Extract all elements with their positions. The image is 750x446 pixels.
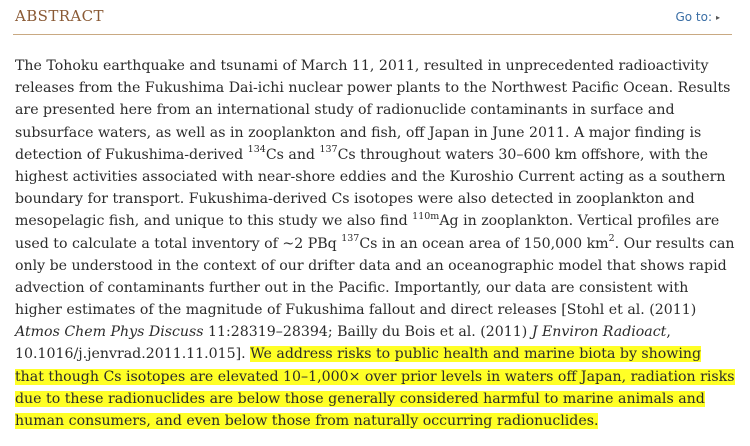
journal-name: Atmos Chem Phys Discuss — [15, 324, 204, 341]
abstract-line — [15, 321, 727, 343]
triangle-right-icon: ▸ — [715, 13, 720, 22]
abstract-text: releases from the Fukushima Dai-ichi nuclear power plants to the Northwest Pacific Ocean. Results — [15, 80, 731, 97]
abstract-line — [15, 166, 727, 188]
abstract-text: highest activities associated with near-shore eddies and the Kuroshio Current acting as a southern — [15, 168, 726, 185]
abstract-text: Cs and — [265, 146, 320, 163]
isotope-superscript: 137 — [341, 232, 360, 244]
abstract-line — [15, 99, 727, 121]
abstract-text: only be understood in the context of our drifter data and an oceanographic model that shows rapid — [15, 257, 727, 274]
abstract-text: mesopelagic fish, and unique to this study we also find — [15, 213, 413, 230]
abstract-line — [15, 255, 727, 277]
isotope-superscript: 110m — [412, 210, 440, 222]
abstract-line — [15, 55, 727, 77]
abstract-line — [15, 232, 735, 255]
abstract-line — [15, 122, 727, 144]
isotope-superscript: 2 — [608, 232, 615, 244]
highlighted-text: due to these radionuclides are below those generally considered harmful to marine animals and — [15, 390, 705, 407]
abstract-text: The Tohoku earthquake and tsunami of March 11, 2011, resulted in unprecedented radioactivity — [15, 58, 709, 74]
abstract-text: Ag in zooplankton. Vertical profiles are — [439, 213, 720, 230]
abstract-line — [15, 210, 727, 232]
section-header — [0, 0, 738, 42]
abstract-text: used to calculate a total inventory of ~2 PBq — [15, 235, 342, 252]
abstract-line — [15, 299, 727, 321]
goto-label: Go to: — [675, 10, 712, 24]
abstract-text: are presented here from an international study of radionuclide contaminants in surface and — [15, 102, 675, 119]
abstract-line — [15, 277, 727, 299]
abstract-body — [15, 55, 735, 432]
highlighted-text: that though Cs isotopes are elevated 10–1,000× over prior levels in waters off Japan, radiation risks — [15, 368, 735, 385]
abstract-text: boundary for transport. Fukushima-derived Cs isotopes were also detected in zooplankton and — [15, 191, 695, 208]
abstract-text: advection of contaminants further out in the Pacific. Importantly, our data are consistent with — [15, 279, 689, 296]
abstract-text: 10.1016/j.jenvrad.2011.11.015]. — [15, 346, 251, 363]
isotope-superscript: 134 — [247, 144, 266, 156]
abstract-text: subsurface waters, as well as in zooplankton and fish, off Japan in June 2011. A major finding is — [15, 124, 702, 141]
journal-name: J Environ Radioact — [531, 324, 667, 341]
abstract-line — [15, 366, 735, 388]
abstract-line — [15, 388, 727, 410]
abstract-text: higher estimates of the magnitude of Fukushima fallout and direct releases [Stohl et al. (2011) — [15, 302, 697, 319]
section-divider — [13, 34, 732, 35]
goto-link[interactable] — [675, 10, 720, 24]
abstract-text: Cs throughout waters 30–600 km offshore, with the — [337, 146, 709, 163]
abstract-text: . Our results can — [614, 235, 735, 252]
abstract-text: detection of Fukushima-derived — [15, 146, 248, 163]
abstract-line — [15, 144, 727, 166]
section-title: ABSTRACT — [15, 7, 104, 25]
abstract-line — [15, 77, 731, 99]
abstract-line — [15, 410, 727, 432]
abstract-text: Cs in an ocean area of 150,000 km — [359, 235, 609, 252]
isotope-superscript: 137 — [319, 144, 338, 156]
abstract-line — [15, 188, 727, 210]
abstract-line — [15, 343, 727, 365]
abstract-text: , — [666, 324, 671, 341]
abstract-text: 11:28319–28394; Bailly du Bois et al. (2011) — [203, 324, 532, 341]
highlighted-text: human consumers, and even below those from naturally occurring radionuclides. — [15, 413, 599, 429]
highlighted-text: We address risks to public health and marine biota by showing — [250, 346, 702, 363]
